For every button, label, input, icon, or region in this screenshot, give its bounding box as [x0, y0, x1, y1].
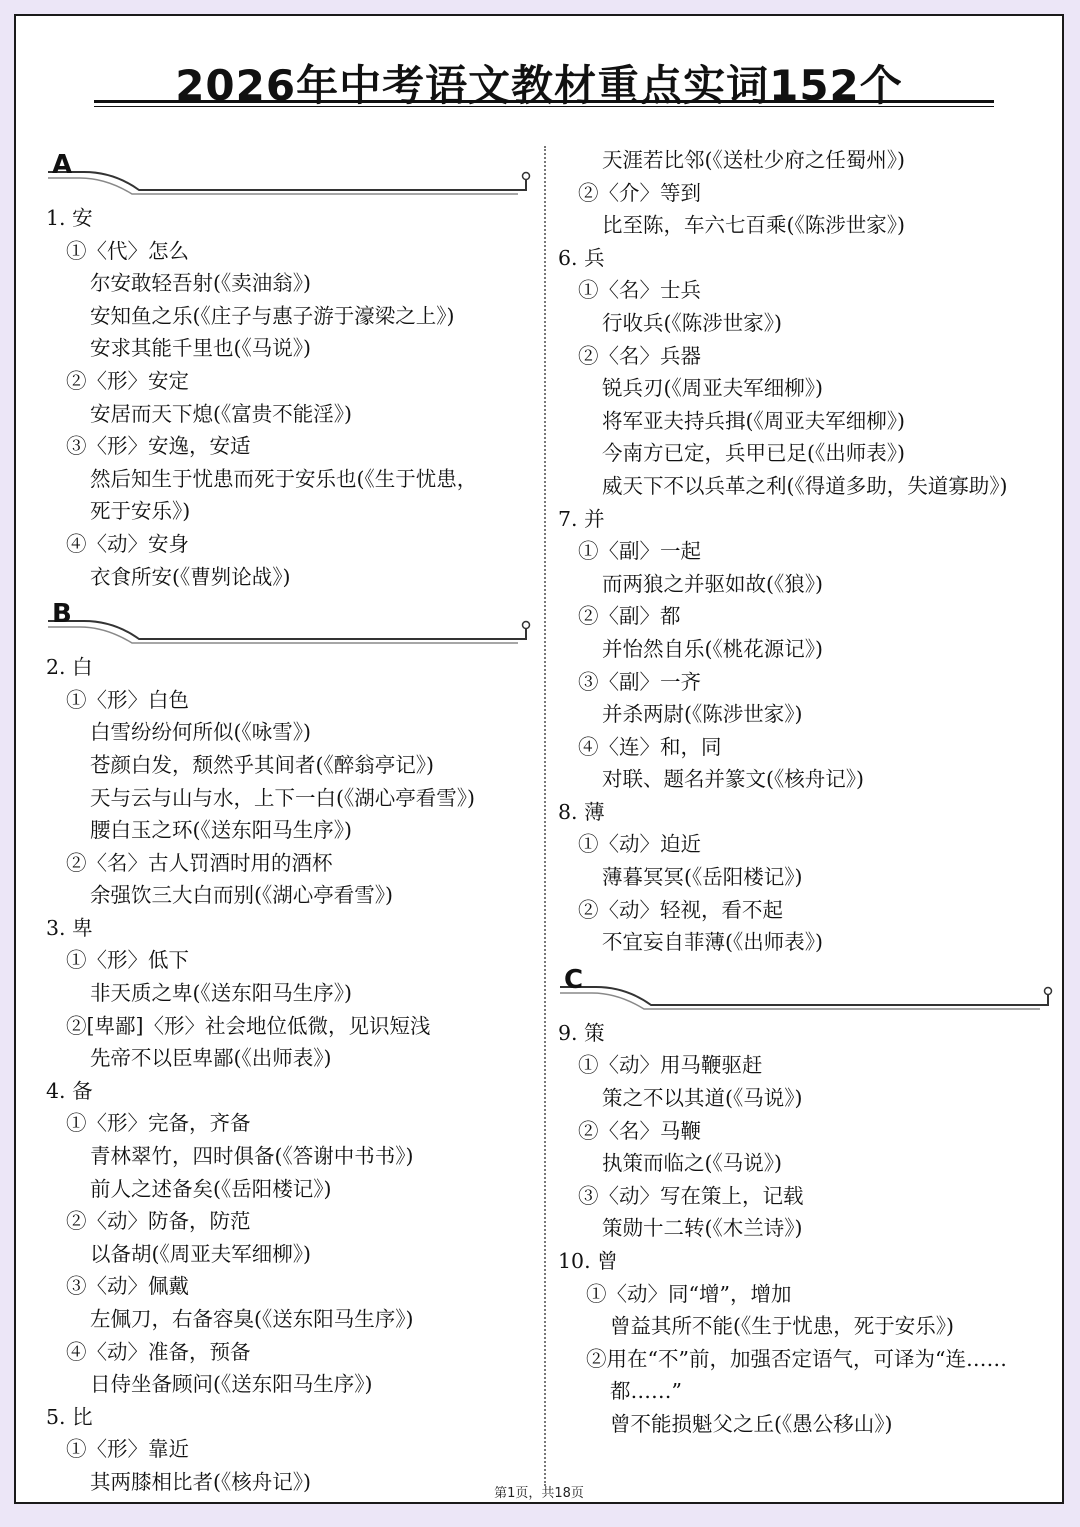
example-line: 行收兵(《陈涉世家》) — [602, 310, 782, 335]
example-line: 非天质之卑(《送东阳马生序》) — [90, 981, 352, 1006]
example-line: 安知鱼之乐(《庄子与惠子游于濠梁之上》) — [90, 303, 455, 328]
section-header — [44, 593, 534, 651]
document-page — [14, 14, 1064, 1504]
sense-line: ①〈形〉靠近 — [66, 1437, 189, 1462]
section-swoosh-decoration — [556, 959, 1056, 1017]
example-line: 以备胡(《周亚夫军细柳》) — [90, 1241, 311, 1266]
example-line: 策勋十二转(《木兰诗》) — [602, 1216, 803, 1241]
title-rule-thin — [94, 106, 994, 107]
example-line: 死于安乐》) — [90, 499, 191, 524]
column-divider — [544, 146, 546, 1486]
example-line: 青林翠竹，四时俱备(《答谢中书书》) — [90, 1144, 414, 1169]
example-line: 并杀两尉(《陈涉世家》) — [602, 702, 803, 727]
sense-line: ①〈动〉同“增”，增加 — [586, 1281, 792, 1306]
example-line: 白雪纷纷何所似(《咏雪》) — [90, 720, 311, 745]
sense-line: ①〈形〉白色 — [66, 687, 189, 712]
example-line: 威天下不以兵革之利(《得道多助，失道寡助》) — [602, 473, 1008, 498]
left-column — [44, 144, 534, 1499]
page-footer: 第1页，共18页 — [494, 1486, 584, 1501]
example-line: 前人之述备矣(《岳阳楼记》) — [90, 1176, 332, 1201]
example-line: 腰白玉之环(《送东阳马生序》) — [90, 818, 352, 843]
sense-line: ①〈代〉怎么 — [66, 238, 189, 263]
sense-line: ③〈动〉写在策上，记载 — [578, 1183, 804, 1208]
example-line: 日侍坐备顾问(《送东阳马生序》) — [90, 1372, 373, 1397]
entry-heading: 4. 备 — [46, 1078, 93, 1103]
section-letter: B — [52, 599, 72, 630]
example-line: 安求其能千里也(《马说》) — [90, 336, 311, 361]
example-line: 不宜妄自菲薄(《出师表》) — [602, 930, 823, 955]
example-line: 衣食所安(《曹刿论战》) — [90, 564, 291, 589]
sense-line: ①〈形〉完备，齐备 — [66, 1111, 251, 1136]
entry-heading: 3. 卑 — [46, 915, 93, 940]
sense-line: ②〈介〉等到 — [578, 180, 701, 205]
sense-line: ③〈动〉佩戴 — [66, 1274, 189, 1299]
example-line: 曾益其所不能(《生于忧患，死于安乐》) — [610, 1314, 954, 1339]
section-swoosh-decoration — [44, 593, 534, 651]
sense-line: ②用在“不”前，加强否定语气，可译为“连…… — [586, 1346, 1007, 1371]
sense-line: ①〈形〉低下 — [66, 948, 189, 973]
example-line: 执策而临之(《马说》) — [602, 1151, 782, 1176]
example-line: 并怡然自乐(《桃花源记》) — [602, 636, 823, 661]
sense-line: ②〈动〉轻视，看不起 — [578, 897, 783, 922]
example-line: 先帝不以臣卑鄙(《出师表》) — [90, 1046, 332, 1071]
entry-heading: 2. 白 — [46, 655, 93, 680]
title-rule-thick — [94, 100, 994, 103]
example-line: 将军亚夫持兵揖(《周亚夫军细柳》) — [602, 408, 905, 433]
entry-heading: 9. 策 — [558, 1020, 605, 1045]
section-header — [44, 144, 534, 202]
sense-line: ④〈动〉安身 — [66, 531, 189, 556]
example-line: 而两狼之并驱如故(《狼》) — [602, 571, 823, 596]
sense-line: ①〈动〉迫近 — [578, 832, 701, 857]
sense-line: ④〈动〉准备，预备 — [66, 1339, 251, 1364]
example-line: 左佩刀，右备容臭(《送东阳马生序》) — [90, 1307, 414, 1331]
sense-line: ④〈连〉和，同 — [578, 734, 722, 759]
example-line: 天涯若比邻(《送杜少府之任蜀州》) — [602, 148, 905, 172]
example-line: 比至陈，车六七百乘(《陈涉世家》) — [602, 213, 905, 238]
example-line: 今南方已定，兵甲已足(《出师表》) — [602, 441, 905, 466]
entry-heading: 1. 安 — [46, 206, 93, 230]
example-line: 余强饮三大白而别(《湖心亭看雪》) — [90, 883, 393, 908]
sense-line: ①〈动〉用马鞭驱赶 — [578, 1053, 763, 1078]
example-line: 安居而天下熄(《富贵不能淫》) — [90, 401, 352, 426]
example-line: 天与云与山与水，上下一白(《湖心亭看雪》) — [90, 785, 475, 810]
sense-line: ①〈副〉一起 — [578, 539, 701, 564]
section-letter: A — [52, 150, 73, 180]
sense-line: ②〈名〉古人罚酒时用的酒杯 — [66, 850, 333, 875]
example-line: 尔安敢轻吾射(《卖油翁》) — [90, 271, 311, 296]
example-line: 曾不能损魁父之丘(《愚公移山》) — [610, 1411, 893, 1436]
example-line: 对联、题名并篆文(《核舟记》) — [602, 767, 864, 792]
example-line: 苍颜白发，颓然乎其间者(《醉翁亭记》) — [90, 752, 434, 777]
entry-heading: 8. 薄 — [558, 799, 605, 824]
sense-line: ②〈副〉都 — [578, 604, 681, 629]
sense-line: ②〈动〉防备，防范 — [66, 1209, 251, 1234]
sense-line: ②〈名〉马鞭 — [578, 1118, 701, 1143]
sense-line: ①〈名〉士兵 — [578, 278, 701, 303]
sense-line: ②〈名〉兵器 — [578, 343, 701, 368]
entry-heading: 6. 兵 — [558, 245, 605, 270]
section-header — [556, 959, 1056, 1017]
sense-line: ③〈副〉一齐 — [578, 669, 701, 694]
section-swoosh-decoration — [44, 144, 534, 202]
example-line: 然后知生于忧患而死于安乐也(《生于忧患， — [90, 466, 478, 491]
entry-heading: 10. 曾 — [558, 1249, 618, 1273]
page-title: 2026年中考语文教材重点实词152个 — [175, 61, 903, 110]
sense-line: ②[卑鄙]〈形〉社会地位低微，见识短浅 — [66, 1013, 431, 1038]
example-line: 策之不以其道(《马说》) — [602, 1086, 803, 1111]
example-line: 其两膝相比者(《核舟记》) — [90, 1469, 311, 1494]
sense-line: ②〈形〉安定 — [66, 368, 189, 393]
right-column — [556, 144, 1056, 1441]
entry-heading: 5. 比 — [46, 1404, 93, 1429]
example-line: 锐兵刃(《周亚夫军细柳》) — [602, 376, 823, 401]
example-line: 薄暮冥冥(《岳阳楼记》) — [602, 865, 803, 890]
section-letter: C — [564, 964, 584, 995]
entry-heading: 7. 并 — [558, 506, 605, 531]
example-line: 都……” — [610, 1379, 682, 1404]
sense-line: ③〈形〉安逸，安适 — [66, 434, 251, 459]
